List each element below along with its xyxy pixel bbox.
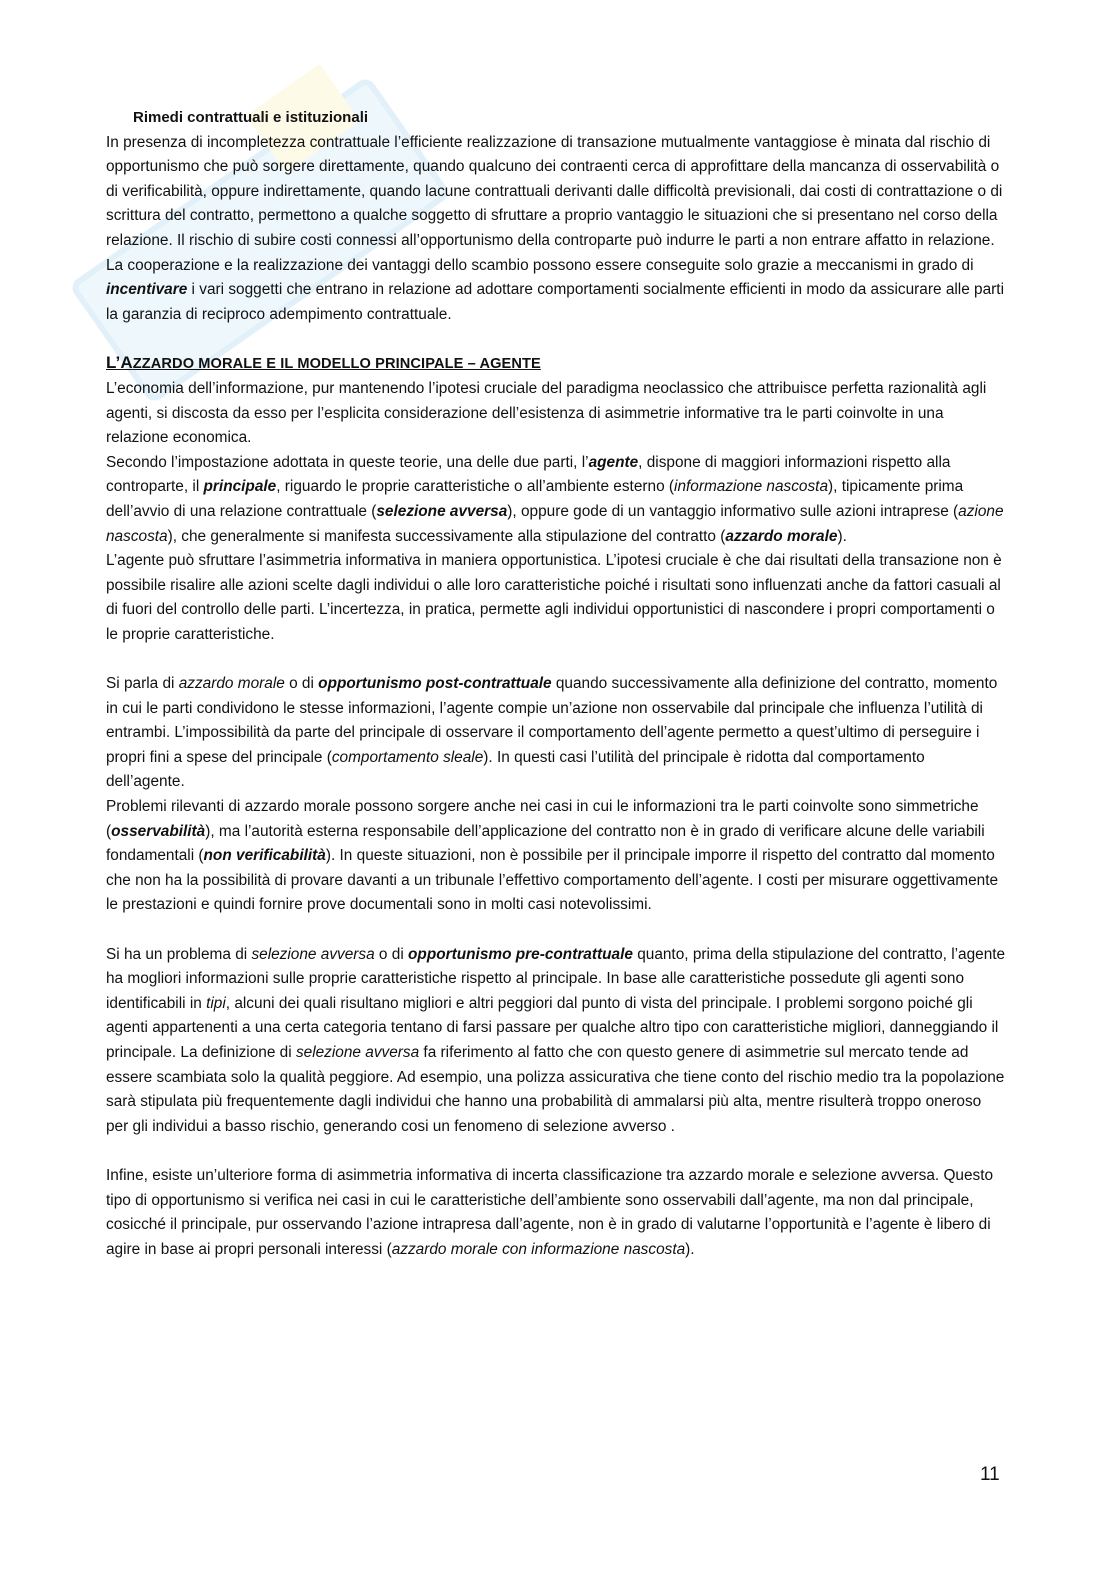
paragraph: In presenza di incompletezza contrattuale l’efficiente realizzazione di transazione mutualmente vantaggiose è minata dal rischio di opportunismo che può sorgere direttamente, quando qualcuno dei contraenti cerca di approfittare della mancanza di osservabilità o di verificabilità, oppure indirettamente, quando lacune contrattuali derivanti dalle difficoltà previsionali, dai costi di contrattazione o di scrittura del contratto, permettono a qualche soggetto di sfruttare a proprio vantaggio le situazioni che si presentano nel corso della relazione. Il rischio di subire costi connessi all’opportunismo della controparte può indurre le parti a non entrare affatto in relazione. xyxy=(106,133,1003,249)
paragraph: L’agente può sfruttare l’asimmetria informativa in maniera opportunistica. L’ipotesi cruciale è che dai risultati della transazione non è possibile risalire alle azioni scelte dagli individui o alle loro caratteristiche poiché i risultati sono influenzati anche da fattori casuali al di fuori del controllo delle parti. L’incertezza, in pratica, permette agli individui opportunistici di nascondere i propri comportamenti o le proprie caratteristiche. xyxy=(106,552,1002,643)
paragraph: Infine, esiste un’ulteriore forma di asimmetria informativa di incerta classificazione tra azzardo morale e selezione avversa. Questo tipo di opportunismo si verifica nei casi in cui le caratteristiche dell’ambiente sono osservabili dall’agente, ma non dal principale, cosicché il principale, pur osservando l’azione intrapresa dall’agente, non è in grado di valutarne l’opportunità e l’agente è libero di agire in base ai propri personali interessi (azzardo morale con informazione nascosta). xyxy=(106,1166,994,1258)
document-body xyxy=(106,106,1006,1262)
paragraph: Si parla di azzardo morale o di opportunismo post-contrattuale quando successivamente alla definizione del contratto, momento in cui le parti condividono le stesse informazioni, l’agente compie un’azione non osservabile dal principale che influenza l’utilità di entrambi. L’impossibilità da parte del principale di osservare il comportamento dell’agente permetto a quest’ultimo di perseguire i propri fini a spese del principale (comportamento sleale). In questi casi l’utilità del principale è ridotta dal comportamento dell’agente. xyxy=(106,675,998,791)
page-number: 11 xyxy=(980,1464,1000,1485)
paragraph: Secondo l’impostazione adottata in queste teorie, una delle due parti, l’agente, dispone di maggiori informazioni rispetto alla controparte, il principale, riguardo le proprie caratteristiche o all’ambiente esterno (informazione nascosta), tipicamente prima dell’avvio di una relazione contrattuale (selezione avversa), oppure gode di un vantaggio informativo sulle azioni intraprese (azione nascosta), che generalmente si manifesta successivamente alla stipulazione del contratto (azzardo morale). xyxy=(106,453,1004,545)
section-title: L’AZZARDO MORALE E IL MODELLO PRINCIPALE – AGENTE xyxy=(106,353,541,373)
paragraph: La cooperazione e la realizzazione dei vantaggi dello scambio possono essere conseguite solo grazie a meccanismi in grado di incentivare i vari soggetti che entrano in relazione ad adottare comportamenti socialmente efficienti in modo da assicurare alle parti la garanzia di reciproco adempimento contrattuale. xyxy=(106,256,1004,323)
paragraph: L’economia dell’informazione, pur mantenendo l’ipotesi cruciale del paradigma neoclassico che attribuisce perfetta razionalità agli agenti, si discosta da esso per l’esplicita considerazione dell’esistenza di asimmetrie informative tra le parti coinvolte in una relazione economica. xyxy=(106,379,987,447)
paragraph: Si ha un problema di selezione avversa o di opportunismo pre-contrattuale quanto, prima della stipulazione del contratto, l’agente ha mogliori informazioni sulle proprie caratteristiche rispetto al principale. In base alle caratteristiche possedute gli agenti sono identificabili in tipi, alcuni dei quali risultano migliori e altri peggiori dal punto di vista del principale. I problemi sorgono poiché gli agenti appartenenti a una certa categoria tentano di farsi passare per qualche altro tipo con caratteristiche migliori, danneggiando il principale. La definizione di selezione avversa fa riferimento al fatto che con questo genere di asimmetrie sul mercato tende ad essere scambiata solo la qualità peggiore. Ad esempio, una polizza assicurativa che tiene conto del rischio medio tra la popolazione sarà stipulata più frequentemente dagli individui che hanno una probabilità di ammalarsi più alta, mentre risulterà troppo oneroso per gli individui a basso rischio, generando cosi un fenomeno di selezione avverso . xyxy=(106,945,1006,1135)
paragraph: Problemi rilevanti di azzardo morale possono sorgere anche nei casi in cui le informazioni tra le parti coinvolte sono simmetriche (osservabilità), ma l’autorità esterna responsabile dell’applicazione del contratto non è in grado di verificare alcune delle variabili fondamentali (non verificabilità). In queste situazioni, non è possibile per il principale imporre il rispetto del contratto dal momento che non ha la possibilità di provare davanti a un tribunale l’effettivo comportamento dell’agente. I costi per misurare oggettivamente le prestazioni e quindi fornire prove documentali sono in molti casi notevolissimi. xyxy=(106,798,999,914)
subsection-title: Rimedi contrattuali e istituzionali xyxy=(133,109,369,126)
